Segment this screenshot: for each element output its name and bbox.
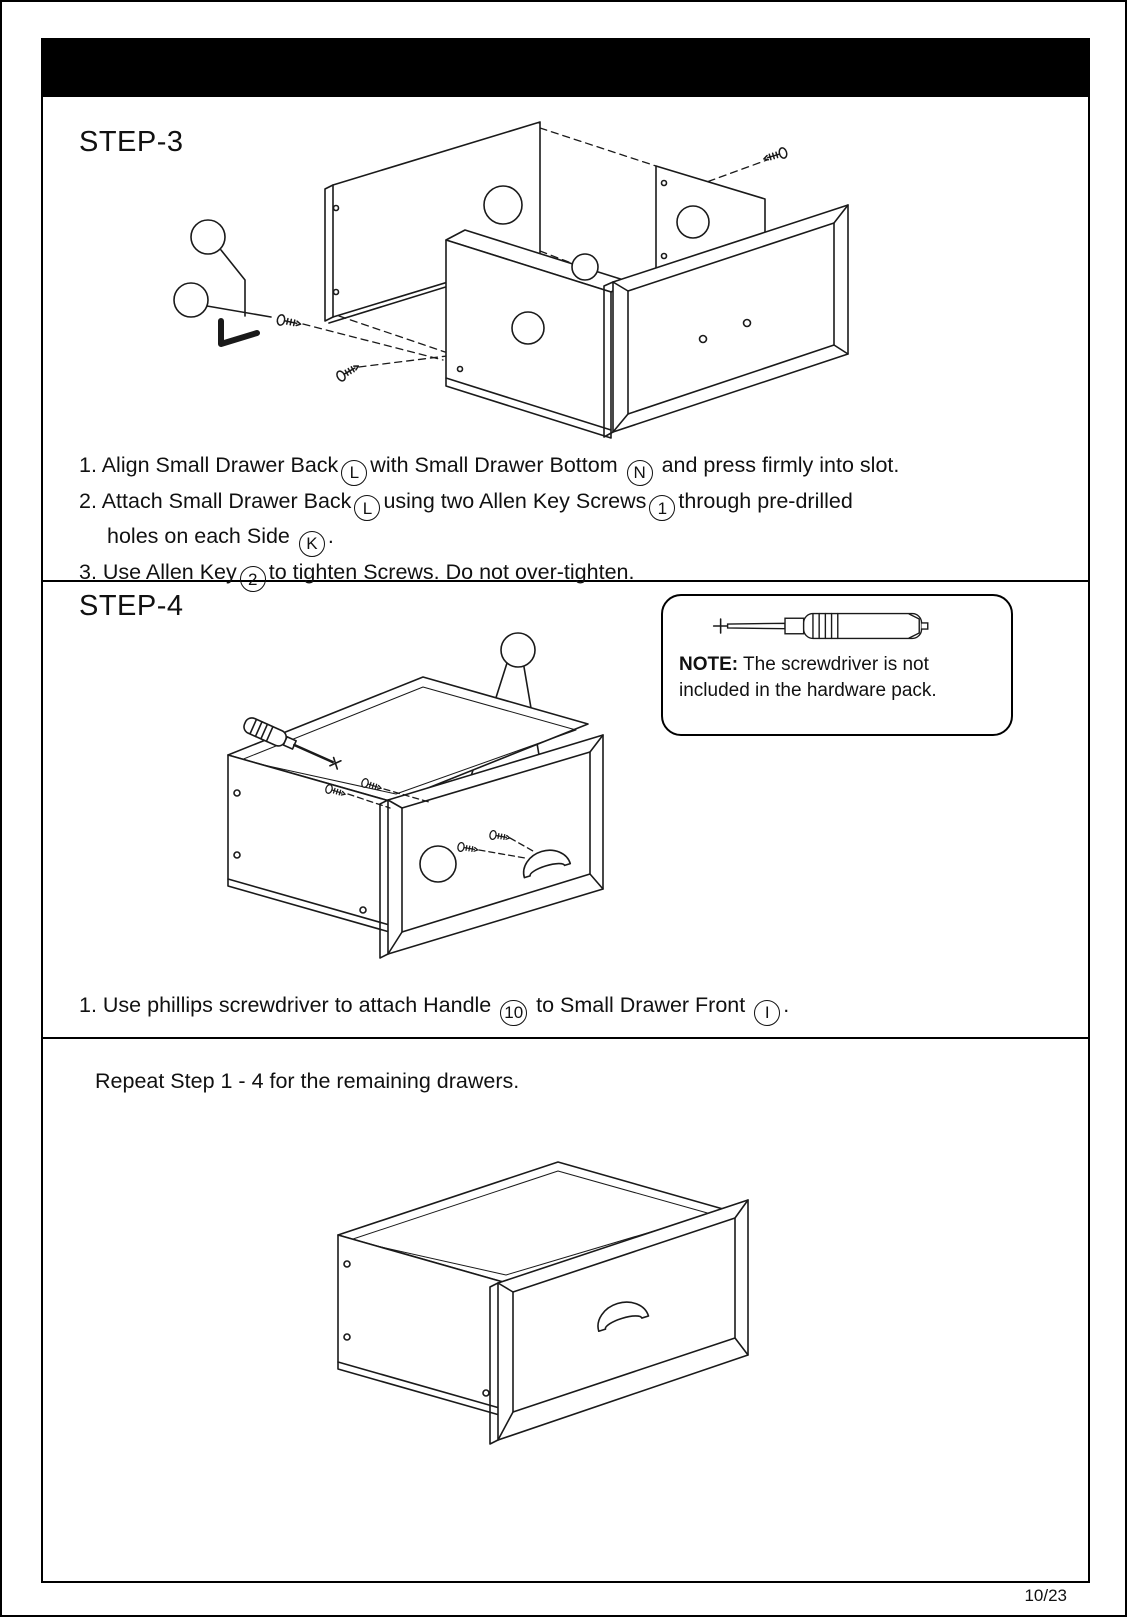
part-callout-circle — [420, 846, 456, 882]
step3-section — [43, 40, 1088, 589]
circled-part-label: 10 — [500, 1000, 527, 1026]
circled-part-label: K — [299, 531, 325, 557]
screw-icon — [762, 147, 788, 164]
circled-part-label: L — [341, 460, 367, 486]
instruction-line: 3. Use Allen Key 2 to tighten Screws. Do not over-tighten. — [79, 557, 1064, 593]
screwdriver-icon — [709, 606, 965, 646]
part-callout-circle — [572, 254, 598, 280]
step4-section — [43, 582, 1088, 1039]
step4-title: STEP-4 — [79, 590, 184, 622]
instruction-line: 2. Attach Small Drawer Back L using two Allen Key Screws 1 through pre-drilled — [79, 486, 1064, 522]
drawer-bottom-panel — [446, 230, 630, 438]
note-label: NOTE: — [679, 654, 739, 675]
step3-instructions — [79, 450, 1064, 592]
repeat-diagram — [323, 1157, 783, 1477]
circled-part-label: N — [627, 460, 653, 486]
handle-callout-circle — [501, 633, 535, 667]
instruction-line: holes on each Side K . — [79, 521, 1064, 557]
note-text — [679, 652, 981, 704]
instruction-line: 1. Use phillips screwdriver to attach Handle 10 to Small Drawer Front I . — [79, 990, 1064, 1026]
allen-key-icon — [221, 321, 257, 344]
circled-part-label: 2 — [240, 566, 266, 592]
step3-diagram — [133, 110, 893, 455]
page-number: 10/23 — [1024, 1586, 1067, 1605]
hardware-callout-circles — [174, 220, 271, 317]
circled-part-label: 1 — [649, 495, 675, 521]
repeat-section — [43, 1039, 1088, 1580]
circled-part-label: I — [754, 1000, 780, 1026]
content-frame — [41, 38, 1090, 1583]
screw-icon — [276, 314, 301, 329]
note-body: The screwdriver is not included in the hardware pack. — [679, 654, 937, 701]
part-callout-circle — [677, 206, 709, 238]
instruction-line: 1. Align Small Drawer Back L with Small Drawer Bottom N and press firmly into slot. — [79, 450, 1064, 486]
step4-instructions — [79, 990, 1064, 1026]
note-box — [661, 594, 1013, 736]
circled-part-label: L — [354, 495, 380, 521]
part-callout-circle — [512, 312, 544, 344]
screw-icon — [335, 361, 361, 382]
step3-title: STEP-3 — [79, 126, 184, 158]
step4-diagram — [193, 627, 673, 977]
repeat-text: Repeat Step 1 - 4 for the remaining drawers. — [95, 1069, 520, 1093]
part-callout-circle — [484, 186, 522, 224]
